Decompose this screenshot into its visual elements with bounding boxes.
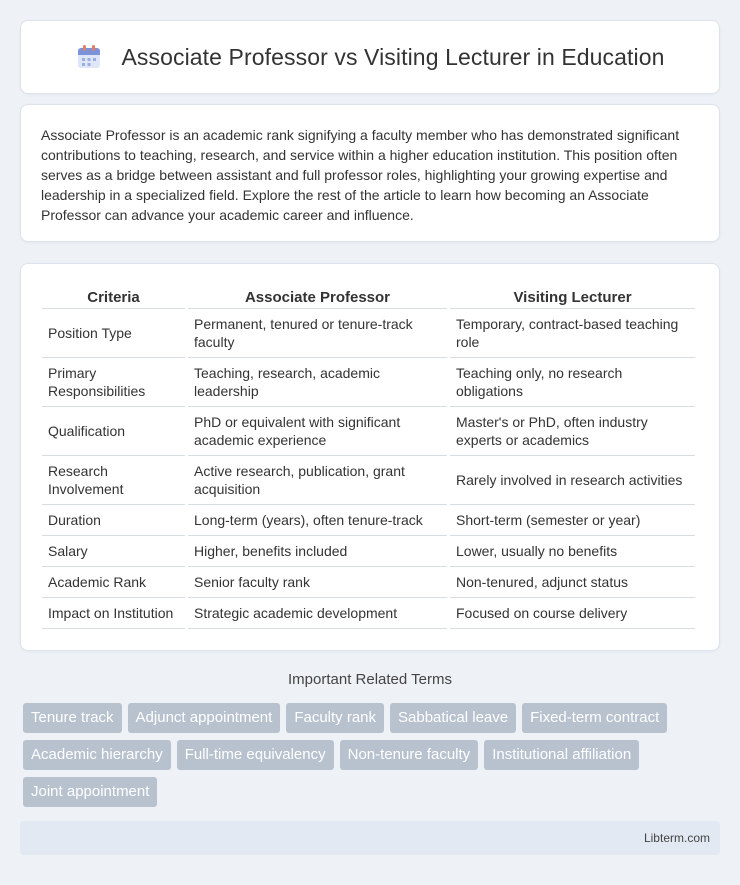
comparison-table bbox=[39, 284, 698, 629]
header-criteria: Criteria bbox=[42, 284, 185, 309]
tag-fixed-term-contract[interactable]: Fixed-term contract bbox=[522, 703, 667, 733]
header-visiting-lecturer: Visiting Lecturer bbox=[450, 284, 695, 309]
footer bbox=[20, 821, 720, 855]
cell-associate: Teaching, research, academic leadership bbox=[188, 358, 447, 407]
cell-criteria: Qualification bbox=[42, 407, 185, 456]
cell-visiting: Master's or PhD, often industry experts or academics bbox=[450, 407, 695, 456]
table-row bbox=[42, 309, 695, 358]
header-card bbox=[20, 20, 720, 94]
table-row bbox=[42, 536, 695, 567]
intro-card bbox=[20, 104, 720, 242]
comparison-table-card bbox=[20, 263, 720, 651]
related-terms-tags bbox=[23, 703, 723, 807]
table-row bbox=[42, 407, 695, 456]
tag-joint-appointment[interactable]: Joint appointment bbox=[23, 777, 157, 807]
cell-associate: PhD or equivalent with significant academic experience bbox=[188, 407, 447, 456]
cell-criteria: Duration bbox=[42, 505, 185, 536]
tag-faculty-rank[interactable]: Faculty rank bbox=[286, 703, 384, 733]
cell-criteria: Academic Rank bbox=[42, 567, 185, 598]
tag-adjunct-appointment[interactable]: Adjunct appointment bbox=[128, 703, 281, 733]
cell-visiting: Non-tenured, adjunct status bbox=[450, 567, 695, 598]
tag-full-time-equivalency[interactable]: Full-time equivalency bbox=[177, 740, 334, 770]
calendar-icon bbox=[75, 43, 103, 71]
header-associate-professor: Associate Professor bbox=[188, 284, 447, 309]
cell-associate: Strategic academic development bbox=[188, 598, 447, 629]
table-row bbox=[42, 598, 695, 629]
cell-criteria: Primary Responsibilities bbox=[42, 358, 185, 407]
intro-paragraph: Associate Professor is an academic rank signifying a faculty member who has demonstrated significant contributions to teaching, research, and service within a higher education institution. This position often serves as a bridge between assistant and full professor roles, highlighting your growing expertise and leadership in a specialized field. Explore the rest of the article to learn how becoming an Associate Professor can advance your academic career and influence. bbox=[41, 127, 680, 223]
cell-visiting: Rarely involved in research activities bbox=[450, 456, 695, 505]
footer-site-link[interactable]: Libterm.com bbox=[643, 831, 710, 845]
cell-associate: Higher, benefits included bbox=[188, 536, 447, 567]
cell-associate: Long-term (years), often tenure-track bbox=[188, 505, 447, 536]
cell-associate: Senior faculty rank bbox=[188, 567, 447, 598]
cell-associate: Active research, publication, grant acquisition bbox=[188, 456, 447, 505]
table-row bbox=[42, 505, 695, 536]
tag-non-tenure-faculty[interactable]: Non-tenure faculty bbox=[340, 740, 479, 770]
cell-criteria: Impact on Institution bbox=[42, 598, 185, 629]
tag-tenure-track[interactable]: Tenure track bbox=[23, 703, 122, 733]
cell-visiting: Temporary, contract-based teaching role bbox=[450, 309, 695, 358]
table-row bbox=[42, 456, 695, 505]
cell-criteria: Position Type bbox=[42, 309, 185, 358]
cell-visiting: Teaching only, no research obligations bbox=[450, 358, 695, 407]
table-row bbox=[42, 567, 695, 598]
related-terms-title: Important Related Terms bbox=[288, 671, 452, 688]
table-row bbox=[42, 358, 695, 407]
table-header-row bbox=[42, 284, 695, 309]
cell-visiting: Short-term (semester or year) bbox=[450, 505, 695, 536]
title-wrap bbox=[75, 43, 664, 71]
tag-sabbatical-leave[interactable]: Sabbatical leave bbox=[390, 703, 516, 733]
cell-criteria: Research Involvement bbox=[42, 456, 185, 505]
cell-associate: Permanent, tenured or tenure-track faculty bbox=[188, 309, 447, 358]
cell-visiting: Lower, usually no benefits bbox=[450, 536, 695, 567]
tag-institutional-affiliation[interactable]: Institutional affiliation bbox=[484, 740, 639, 770]
cell-criteria: Salary bbox=[42, 536, 185, 567]
cell-visiting: Focused on course delivery bbox=[450, 598, 695, 629]
page-title: Associate Professor vs Visiting Lecturer in Education bbox=[121, 43, 665, 70]
tag-academic-hierarchy[interactable]: Academic hierarchy bbox=[23, 740, 171, 770]
